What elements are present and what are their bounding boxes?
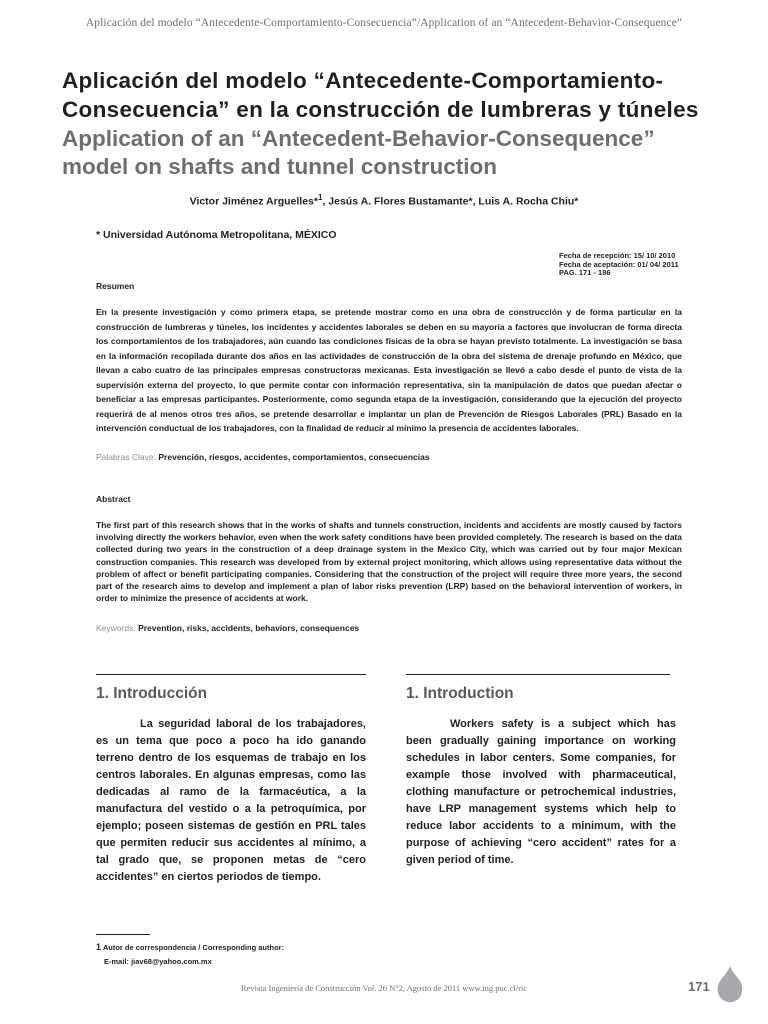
intro-en-column bbox=[406, 716, 676, 869]
keywords-en-text: Prevention, risks, accidents, behaviors, consequences bbox=[138, 623, 360, 633]
abstract-label: Abstract bbox=[96, 494, 131, 504]
footnote-author-label: Autor de correspondencia / Corresponding author: bbox=[102, 943, 285, 952]
footnote-email: E-mail: jiav68@yahoo.com.mx bbox=[104, 957, 212, 966]
author-others: , Jesús A. Flores Bustamante*, Luis A. Rocha Chiu* bbox=[322, 195, 579, 208]
resumen-text: En la presente investigación y como primera etapa, se pretende mostrar como en una obra de construcción y de forma particular en la construcción de lumbreras y túneles, los incidentes y accidentes laborales se deben en su mayoría a factores que involucran de forma directa los comportamientos de los trabajadores, aún cuando las condiciones físicas de la obra se hayan previsto totalmente. La investigación se basa en la información recopilada durante dos años en las actividades de construcción de la obra del sistema de drenaje profundo en México, que llevan a cabo cuatro de las principales empresas constructoras mexicanas. Esta investigación se llevó a cabo desde el punto de vista de la supervisión externa del proyecto, lo que permite contar con información representativa, sin la manipulación de datos que puedan afectar o beneficiar a las empresas participantes. Posteriormente, como segunda etapa de la investigación, considerando que la ejecución del proyecto requerirá de al menos otros tres años, se pretende desarrollar e implantar un plan de Prevención de Riesgos Laborales (PRL) Basado en la intervención conductual de los trabajadores, con la finalidad de reducir al mínimo la presencia de accidentes laborales. bbox=[96, 307, 682, 433]
authors bbox=[0, 193, 768, 208]
keywords-es bbox=[96, 452, 430, 462]
date-accepted: Fecha de aceptación: 01/ 04/ 2011 bbox=[559, 259, 679, 269]
keywords-es-label: Palabras Clave: bbox=[96, 452, 157, 462]
drop-logo-icon bbox=[715, 964, 745, 1004]
submission-dates bbox=[559, 252, 679, 278]
resumen-label: Resumen bbox=[96, 281, 135, 291]
title-english: Application of an “Antecedent-Behavior-Consequence” model on shafts and tunnel construction bbox=[62, 126, 655, 179]
title-spanish: Aplicación del modelo “Antecedente-Comportamiento-Consecuencia” en la construcción de lumbreras y túneles bbox=[62, 68, 699, 122]
author-first: Victor Jiménez Arguelles* bbox=[189, 195, 318, 208]
abstract-text: The first part of this research shows that in the works of shafts and tunnels construction, incidents and accidents are mostly caused by factors involving directly the workers behavior, even when the work safety conditions have been provided completely. The research is based on the data collected during two years in the construction of a deep drainage system in the Mexico City, which was carried out by four major Mexican construction companies. This research was developed from by external project monitoring, which allows using representative data without the problem of affect or benefit participating companies. Considering that the construction of the project will require three more years, the second part of the research aims to develop and implement a plan of labor risks prevention (LRP) based on the behavioral intervention of workers, in order to minimize the presence of accidents at work. bbox=[96, 520, 682, 604]
intro-es-heading: 1. Introducción bbox=[96, 685, 208, 702]
keywords-en-label: Keywords: bbox=[96, 623, 136, 633]
page-range: PAG. 171 - 186 bbox=[559, 268, 611, 277]
intro-en-heading: 1. Introduction bbox=[406, 685, 514, 702]
date-received: Fecha de recepción: 15/ 10/ 2010 bbox=[559, 251, 676, 260]
running-header: Aplicación del modelo “Antecedente-Comportamiento-Consecuencia”/Application of an “Antecedent-Behavior-Consequence” bbox=[85, 17, 683, 29]
page-number: 171 bbox=[688, 979, 710, 994]
keywords-en bbox=[96, 623, 359, 633]
author-footnote-mark: 1 bbox=[317, 193, 323, 202]
keywords-es-text: Prevención, riesgos, accidentes, comportamientos, consecuencias bbox=[158, 452, 430, 462]
intro-es-column bbox=[96, 716, 366, 886]
journal-footer: Revista Ingeniería de Construcción Vol. 26 N°2, Agosto de 2011 www.ing.puc.cl/ric bbox=[240, 983, 528, 993]
footnote bbox=[96, 940, 284, 969]
intro-en-text: Workers safety is a subject which has been gradually gaining importance on working schedules in labor centers. Some companies, for example those involved with pharmaceutical, clothing manufacture or petrochemical industries, have LRP management systems which help to reduce labor accidents to a minimum, with the purpose of achieving “cero accident” rates for a given period of time. bbox=[406, 718, 676, 866]
affiliation: * Universidad Autónoma Metropolitana, MÉXICO bbox=[96, 229, 337, 241]
column-rule-right bbox=[406, 674, 670, 675]
column-rule-left bbox=[96, 674, 366, 675]
footnote-line-1 bbox=[96, 940, 284, 955]
footnote-rule bbox=[96, 934, 150, 935]
footnote-mark: 1 bbox=[96, 942, 102, 952]
intro-es-text: La seguridad laboral de los trabajadores, es un tema que poco a poco ha ido ganando terreno dentro de los esquemas de trabajo en los centros laborales. En algunas empresas, como las dedicadas al ramo de la farmacéutica, a la manufactura del vestido o a la petroquímica, por ejemplo; poseen sistemas de gestión en PRL tales que permiten reducir sus accidentes al mínimo, a tal grado que, se proponen metas de “cero accidentes” en ciertos periodos de tiempo. bbox=[96, 718, 366, 883]
